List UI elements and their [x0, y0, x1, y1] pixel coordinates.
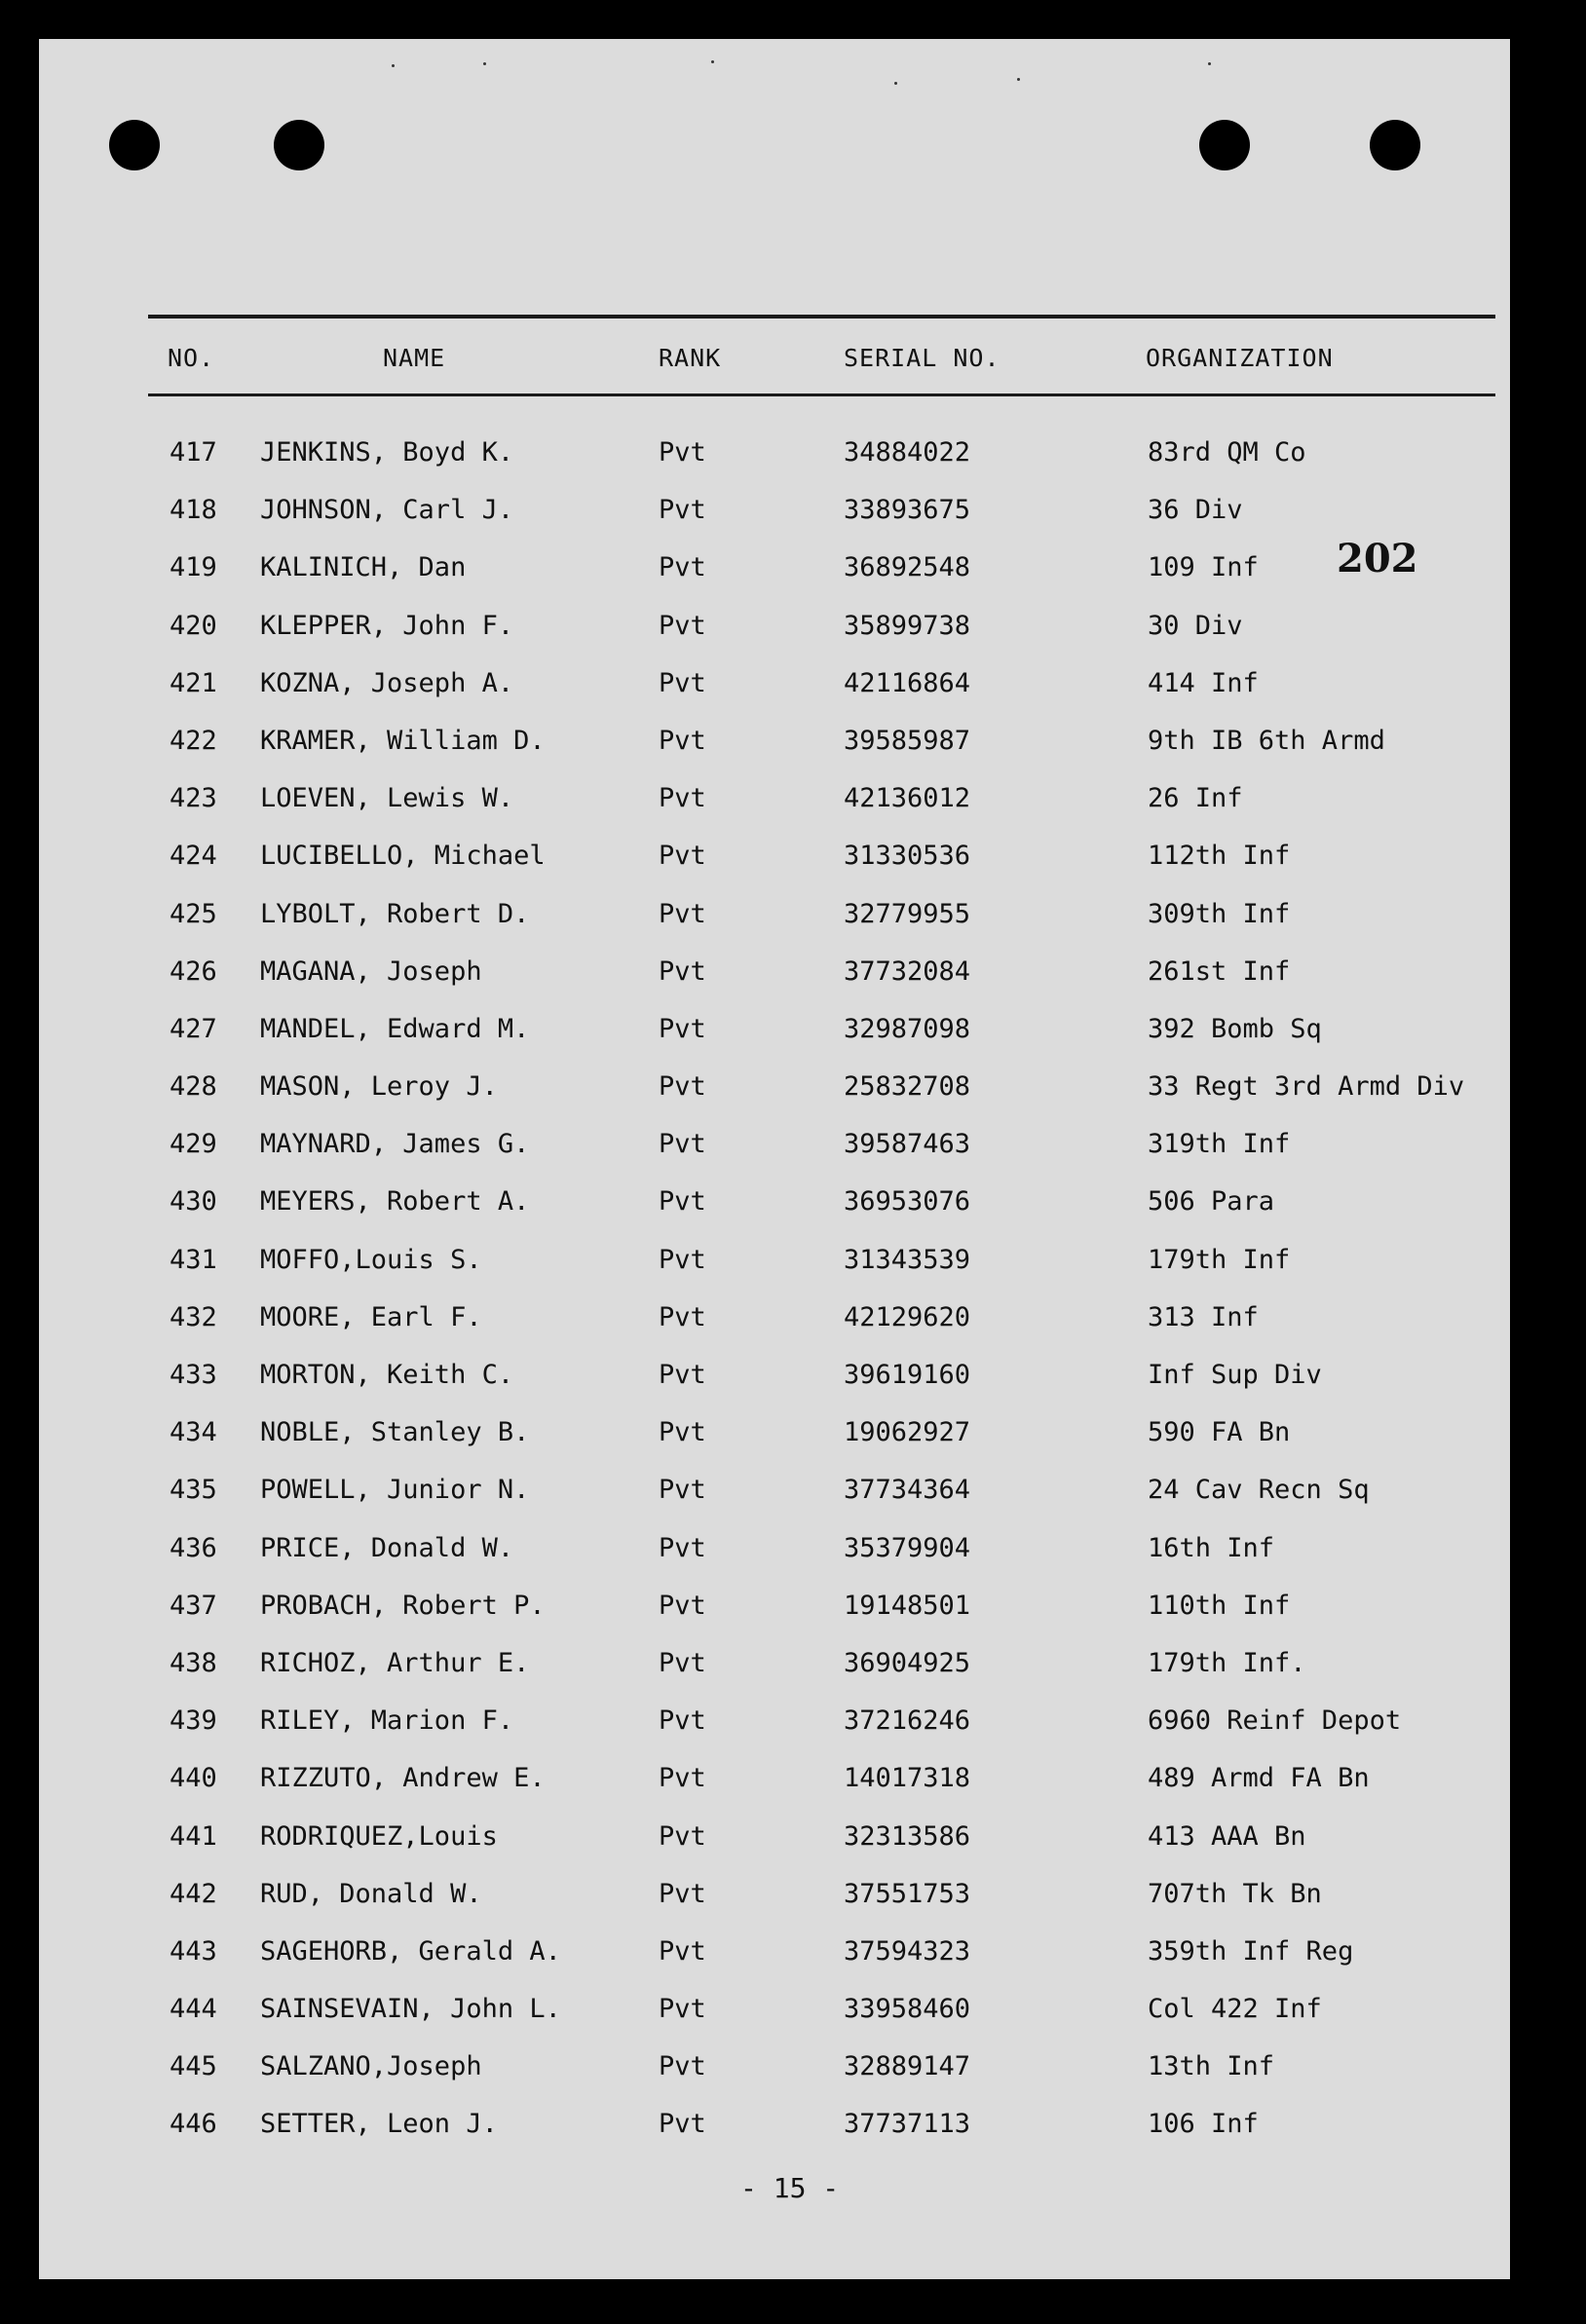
- table-row: [39, 1360, 1510, 1417]
- serial-number: 39587463: [844, 1129, 971, 1160]
- punch-hole-right-2: [1370, 120, 1420, 170]
- organization: 707th Tk Bn: [1148, 1878, 1322, 1909]
- row-number: 432: [170, 1301, 217, 1332]
- header-bottom-rule: [148, 394, 1495, 396]
- organization: 24 Cav Recn Sq: [1148, 1475, 1370, 1506]
- organization: 33 Regt 3rd Armd Div: [1148, 1071, 1465, 1103]
- punch-hole-left-1: [109, 120, 160, 170]
- soldier-name: MOORE, Earl F.: [260, 1301, 482, 1332]
- soldier-rank: Pvt: [659, 1360, 706, 1390]
- serial-number: 19148501: [844, 1590, 971, 1621]
- soldier-rank: Pvt: [659, 1763, 706, 1794]
- table-row: [39, 552, 1510, 610]
- table-row: [39, 1186, 1510, 1244]
- soldier-rank: Pvt: [659, 610, 706, 641]
- soldier-name: RILEY, Marion F.: [260, 1706, 514, 1737]
- header-top-rule: [148, 315, 1495, 319]
- table-row: [39, 1071, 1510, 1129]
- soldier-name: KLEPPER, John F.: [260, 610, 514, 641]
- soldier-rank: Pvt: [659, 1935, 706, 1967]
- soldier-name: RUD, Donald W.: [260, 1878, 482, 1909]
- table-row: [39, 1994, 1510, 2051]
- serial-number: 19062927: [844, 1417, 971, 1448]
- header-organization: ORGANIZATION: [1146, 344, 1334, 372]
- table-row: [39, 437, 1510, 495]
- organization: 112th Inf: [1148, 841, 1291, 872]
- serial-number: 33958460: [844, 1994, 971, 2025]
- table-row: [39, 726, 1510, 783]
- soldier-name: LUCIBELLO, Michael: [260, 841, 546, 872]
- row-number: 421: [170, 667, 217, 698]
- serial-number: 37732084: [844, 956, 971, 987]
- table-row: [39, 1763, 1510, 1820]
- serial-number: 42116864: [844, 667, 971, 698]
- speck: [392, 64, 395, 67]
- table-row: [39, 1591, 1510, 1648]
- organization: 359th Inf Reg: [1148, 1935, 1354, 1967]
- serial-number: 37551753: [844, 1878, 971, 1909]
- row-number: 442: [170, 1878, 217, 1909]
- table-row: [39, 668, 1510, 726]
- serial-number: 31330536: [844, 841, 971, 872]
- organization: 413 AAA Bn: [1148, 1820, 1306, 1852]
- soldier-rank: Pvt: [659, 495, 706, 526]
- serial-number: 37594323: [844, 1935, 971, 1967]
- row-number: 446: [170, 2109, 217, 2140]
- header-name: NAME: [383, 344, 446, 372]
- row-number: 423: [170, 783, 217, 814]
- document-page: [39, 39, 1510, 2279]
- table-row: [39, 956, 1510, 1014]
- organization: 261st Inf: [1148, 956, 1291, 987]
- organization: 506 Para: [1148, 1186, 1275, 1218]
- soldier-name: NOBLE, Stanley B.: [260, 1417, 530, 1448]
- speck: [1017, 78, 1020, 81]
- soldier-name: SAINSEVAIN, John L.: [260, 1994, 561, 2025]
- soldier-rank: Pvt: [659, 437, 706, 468]
- soldier-name: MASON, Leroy J.: [260, 1071, 498, 1103]
- serial-number: 36953076: [844, 1186, 971, 1218]
- soldier-rank: Pvt: [659, 956, 706, 987]
- soldier-name: SAGEHORB, Gerald A.: [260, 1935, 561, 1967]
- organization: 590 FA Bn: [1148, 1417, 1291, 1448]
- soldier-name: PRICE, Donald W.: [260, 1532, 514, 1563]
- table-row: [39, 841, 1510, 898]
- soldier-rank: Pvt: [659, 1475, 706, 1506]
- serial-number: 32987098: [844, 1013, 971, 1044]
- table-row: [39, 1533, 1510, 1591]
- speck: [894, 82, 897, 85]
- table-row: [39, 1129, 1510, 1186]
- row-number: 440: [170, 1763, 217, 1794]
- soldier-rank: Pvt: [659, 1071, 706, 1103]
- organization: 489 Armd FA Bn: [1148, 1763, 1370, 1794]
- row-number: 425: [170, 898, 217, 929]
- soldier-name: KALINICH, Dan: [260, 552, 467, 583]
- serial-number: 37216246: [844, 1706, 971, 1737]
- table-row: [39, 1302, 1510, 1360]
- organization: 106 Inf: [1148, 2109, 1259, 2140]
- soldier-rank: Pvt: [659, 1706, 706, 1737]
- organization: Inf Sup Div: [1148, 1360, 1322, 1390]
- soldier-rank: Pvt: [659, 1532, 706, 1563]
- soldier-rank: Pvt: [659, 1244, 706, 1275]
- organization: 83rd QM Co: [1148, 437, 1306, 468]
- organization: 110th Inf: [1148, 1590, 1291, 1621]
- speck: [711, 60, 714, 63]
- serial-number: 42136012: [844, 783, 971, 814]
- organization: 36 Div: [1148, 495, 1243, 526]
- soldier-rank: Pvt: [659, 667, 706, 698]
- soldier-name: MEYERS, Robert A.: [260, 1186, 530, 1218]
- soldier-rank: Pvt: [659, 552, 706, 583]
- soldier-rank: Pvt: [659, 1129, 706, 1160]
- soldier-rank: Pvt: [659, 1820, 706, 1852]
- table-row: [39, 1417, 1510, 1475]
- organization: 179th Inf: [1148, 1244, 1291, 1275]
- table-row: [39, 783, 1510, 841]
- table-row: [39, 2051, 1510, 2109]
- speck: [1208, 62, 1211, 65]
- organization: 30 Div: [1148, 610, 1243, 641]
- table-row: [39, 611, 1510, 668]
- header-serial: SERIAL NO.: [844, 344, 1001, 372]
- table-row: [39, 1879, 1510, 1936]
- serial-number: 35899738: [844, 610, 971, 641]
- soldier-rank: Pvt: [659, 725, 706, 756]
- roster-table: [39, 437, 1510, 2167]
- table-row: [39, 2109, 1510, 2166]
- table-row: [39, 1014, 1510, 1071]
- row-number: 417: [170, 437, 217, 468]
- organization: 9th IB 6th Armd: [1148, 725, 1385, 756]
- serial-number: 36904925: [844, 1647, 971, 1678]
- serial-number: 32889147: [844, 2051, 971, 2082]
- soldier-name: PROBACH, Robert P.: [260, 1590, 546, 1621]
- table-row: [39, 1475, 1510, 1532]
- soldier-name: JENKINS, Boyd K.: [260, 437, 514, 468]
- page-number: - 15 -: [740, 2172, 840, 2204]
- organization: Col 422 Inf: [1148, 1994, 1322, 2025]
- soldier-name: RODRIQUEZ,Louis: [260, 1820, 498, 1852]
- row-number: 429: [170, 1129, 217, 1160]
- soldier-name: JOHNSON, Carl J.: [260, 495, 514, 526]
- row-number: 437: [170, 1590, 217, 1621]
- table-row: [39, 899, 1510, 956]
- soldier-rank: Pvt: [659, 1301, 706, 1332]
- serial-number: 37737113: [844, 2109, 971, 2140]
- row-number: 424: [170, 841, 217, 872]
- serial-number: 35379904: [844, 1532, 971, 1563]
- row-number: 434: [170, 1417, 217, 1448]
- row-number: 419: [170, 552, 217, 583]
- soldier-rank: Pvt: [659, 1417, 706, 1448]
- serial-number: 32313586: [844, 1820, 971, 1852]
- organization: 392 Bomb Sq: [1148, 1013, 1322, 1044]
- table-row: [39, 1936, 1510, 1994]
- soldier-rank: Pvt: [659, 1013, 706, 1044]
- soldier-name: MAYNARD, James G.: [260, 1129, 530, 1160]
- stamped-number: 202: [1337, 536, 1418, 581]
- organization: 109 Inf: [1148, 552, 1259, 583]
- organization: 414 Inf: [1148, 667, 1259, 698]
- row-number: 420: [170, 610, 217, 641]
- header-rank: RANK: [659, 344, 722, 372]
- soldier-name: LOEVEN, Lewis W.: [260, 783, 514, 814]
- soldier-name: RICHOZ, Arthur E.: [260, 1647, 530, 1678]
- soldier-name: MANDEL, Edward M.: [260, 1013, 530, 1044]
- soldier-name: RIZZUTO, Andrew E.: [260, 1763, 546, 1794]
- organization: 313 Inf: [1148, 1301, 1259, 1332]
- punch-hole-right-1: [1199, 120, 1250, 170]
- row-number: 426: [170, 956, 217, 987]
- table-row: [39, 1821, 1510, 1879]
- soldier-rank: Pvt: [659, 1994, 706, 2025]
- soldier-name: MOFFO,Louis S.: [260, 1244, 482, 1275]
- organization: 6960 Reinf Depot: [1148, 1706, 1402, 1737]
- row-number: 422: [170, 725, 217, 756]
- organization: 319th Inf: [1148, 1129, 1291, 1160]
- soldier-rank: Pvt: [659, 841, 706, 872]
- serial-number: 31343539: [844, 1244, 971, 1275]
- row-number: 436: [170, 1532, 217, 1563]
- serial-number: 39619160: [844, 1360, 971, 1390]
- soldier-rank: Pvt: [659, 2051, 706, 2082]
- soldier-name: KRAMER, William D.: [260, 725, 546, 756]
- row-number: 443: [170, 1935, 217, 1967]
- row-number: 427: [170, 1013, 217, 1044]
- serial-number: 25832708: [844, 1071, 971, 1103]
- soldier-rank: Pvt: [659, 1186, 706, 1218]
- serial-number: 42129620: [844, 1301, 971, 1332]
- organization: 13th Inf: [1148, 2051, 1275, 2082]
- row-number: 428: [170, 1071, 217, 1103]
- soldier-name: SETTER, Leon J.: [260, 2109, 498, 2140]
- row-number: 438: [170, 1647, 217, 1678]
- serial-number: 33893675: [844, 495, 971, 526]
- row-number: 445: [170, 2051, 217, 2082]
- soldier-name: POWELL, Junior N.: [260, 1475, 530, 1506]
- row-number: 439: [170, 1706, 217, 1737]
- serial-number: 36892548: [844, 552, 971, 583]
- soldier-rank: Pvt: [659, 1878, 706, 1909]
- organization: 179th Inf.: [1148, 1647, 1306, 1678]
- serial-number: 39585987: [844, 725, 971, 756]
- soldier-name: KOZNA, Joseph A.: [260, 667, 514, 698]
- soldier-rank: Pvt: [659, 898, 706, 929]
- serial-number: 14017318: [844, 1763, 971, 1794]
- serial-number: 37734364: [844, 1475, 971, 1506]
- soldier-rank: Pvt: [659, 783, 706, 814]
- soldier-rank: Pvt: [659, 1590, 706, 1621]
- soldier-rank: Pvt: [659, 2109, 706, 2140]
- row-number: 431: [170, 1244, 217, 1275]
- soldier-name: MAGANA, Joseph: [260, 956, 482, 987]
- soldier-name: MORTON, Keith C.: [260, 1360, 514, 1390]
- row-number: 418: [170, 495, 217, 526]
- row-number: 433: [170, 1360, 217, 1390]
- table-row: [39, 1245, 1510, 1302]
- soldier-name: LYBOLT, Robert D.: [260, 898, 530, 929]
- organization: 26 Inf: [1148, 783, 1243, 814]
- table-row: [39, 1706, 1510, 1763]
- soldier-name: SALZANO,Joseph: [260, 2051, 482, 2082]
- row-number: 444: [170, 1994, 217, 2025]
- table-row: [39, 1648, 1510, 1706]
- row-number: 430: [170, 1186, 217, 1218]
- serial-number: 34884022: [844, 437, 971, 468]
- organization: 309th Inf: [1148, 898, 1291, 929]
- soldier-rank: Pvt: [659, 1647, 706, 1678]
- table-row: [39, 495, 1510, 552]
- header-no: NO.: [168, 344, 215, 372]
- serial-number: 32779955: [844, 898, 971, 929]
- organization: 16th Inf: [1148, 1532, 1275, 1563]
- row-number: 435: [170, 1475, 217, 1506]
- row-number: 441: [170, 1820, 217, 1852]
- speck: [483, 62, 486, 65]
- punch-hole-left-2: [274, 120, 324, 170]
